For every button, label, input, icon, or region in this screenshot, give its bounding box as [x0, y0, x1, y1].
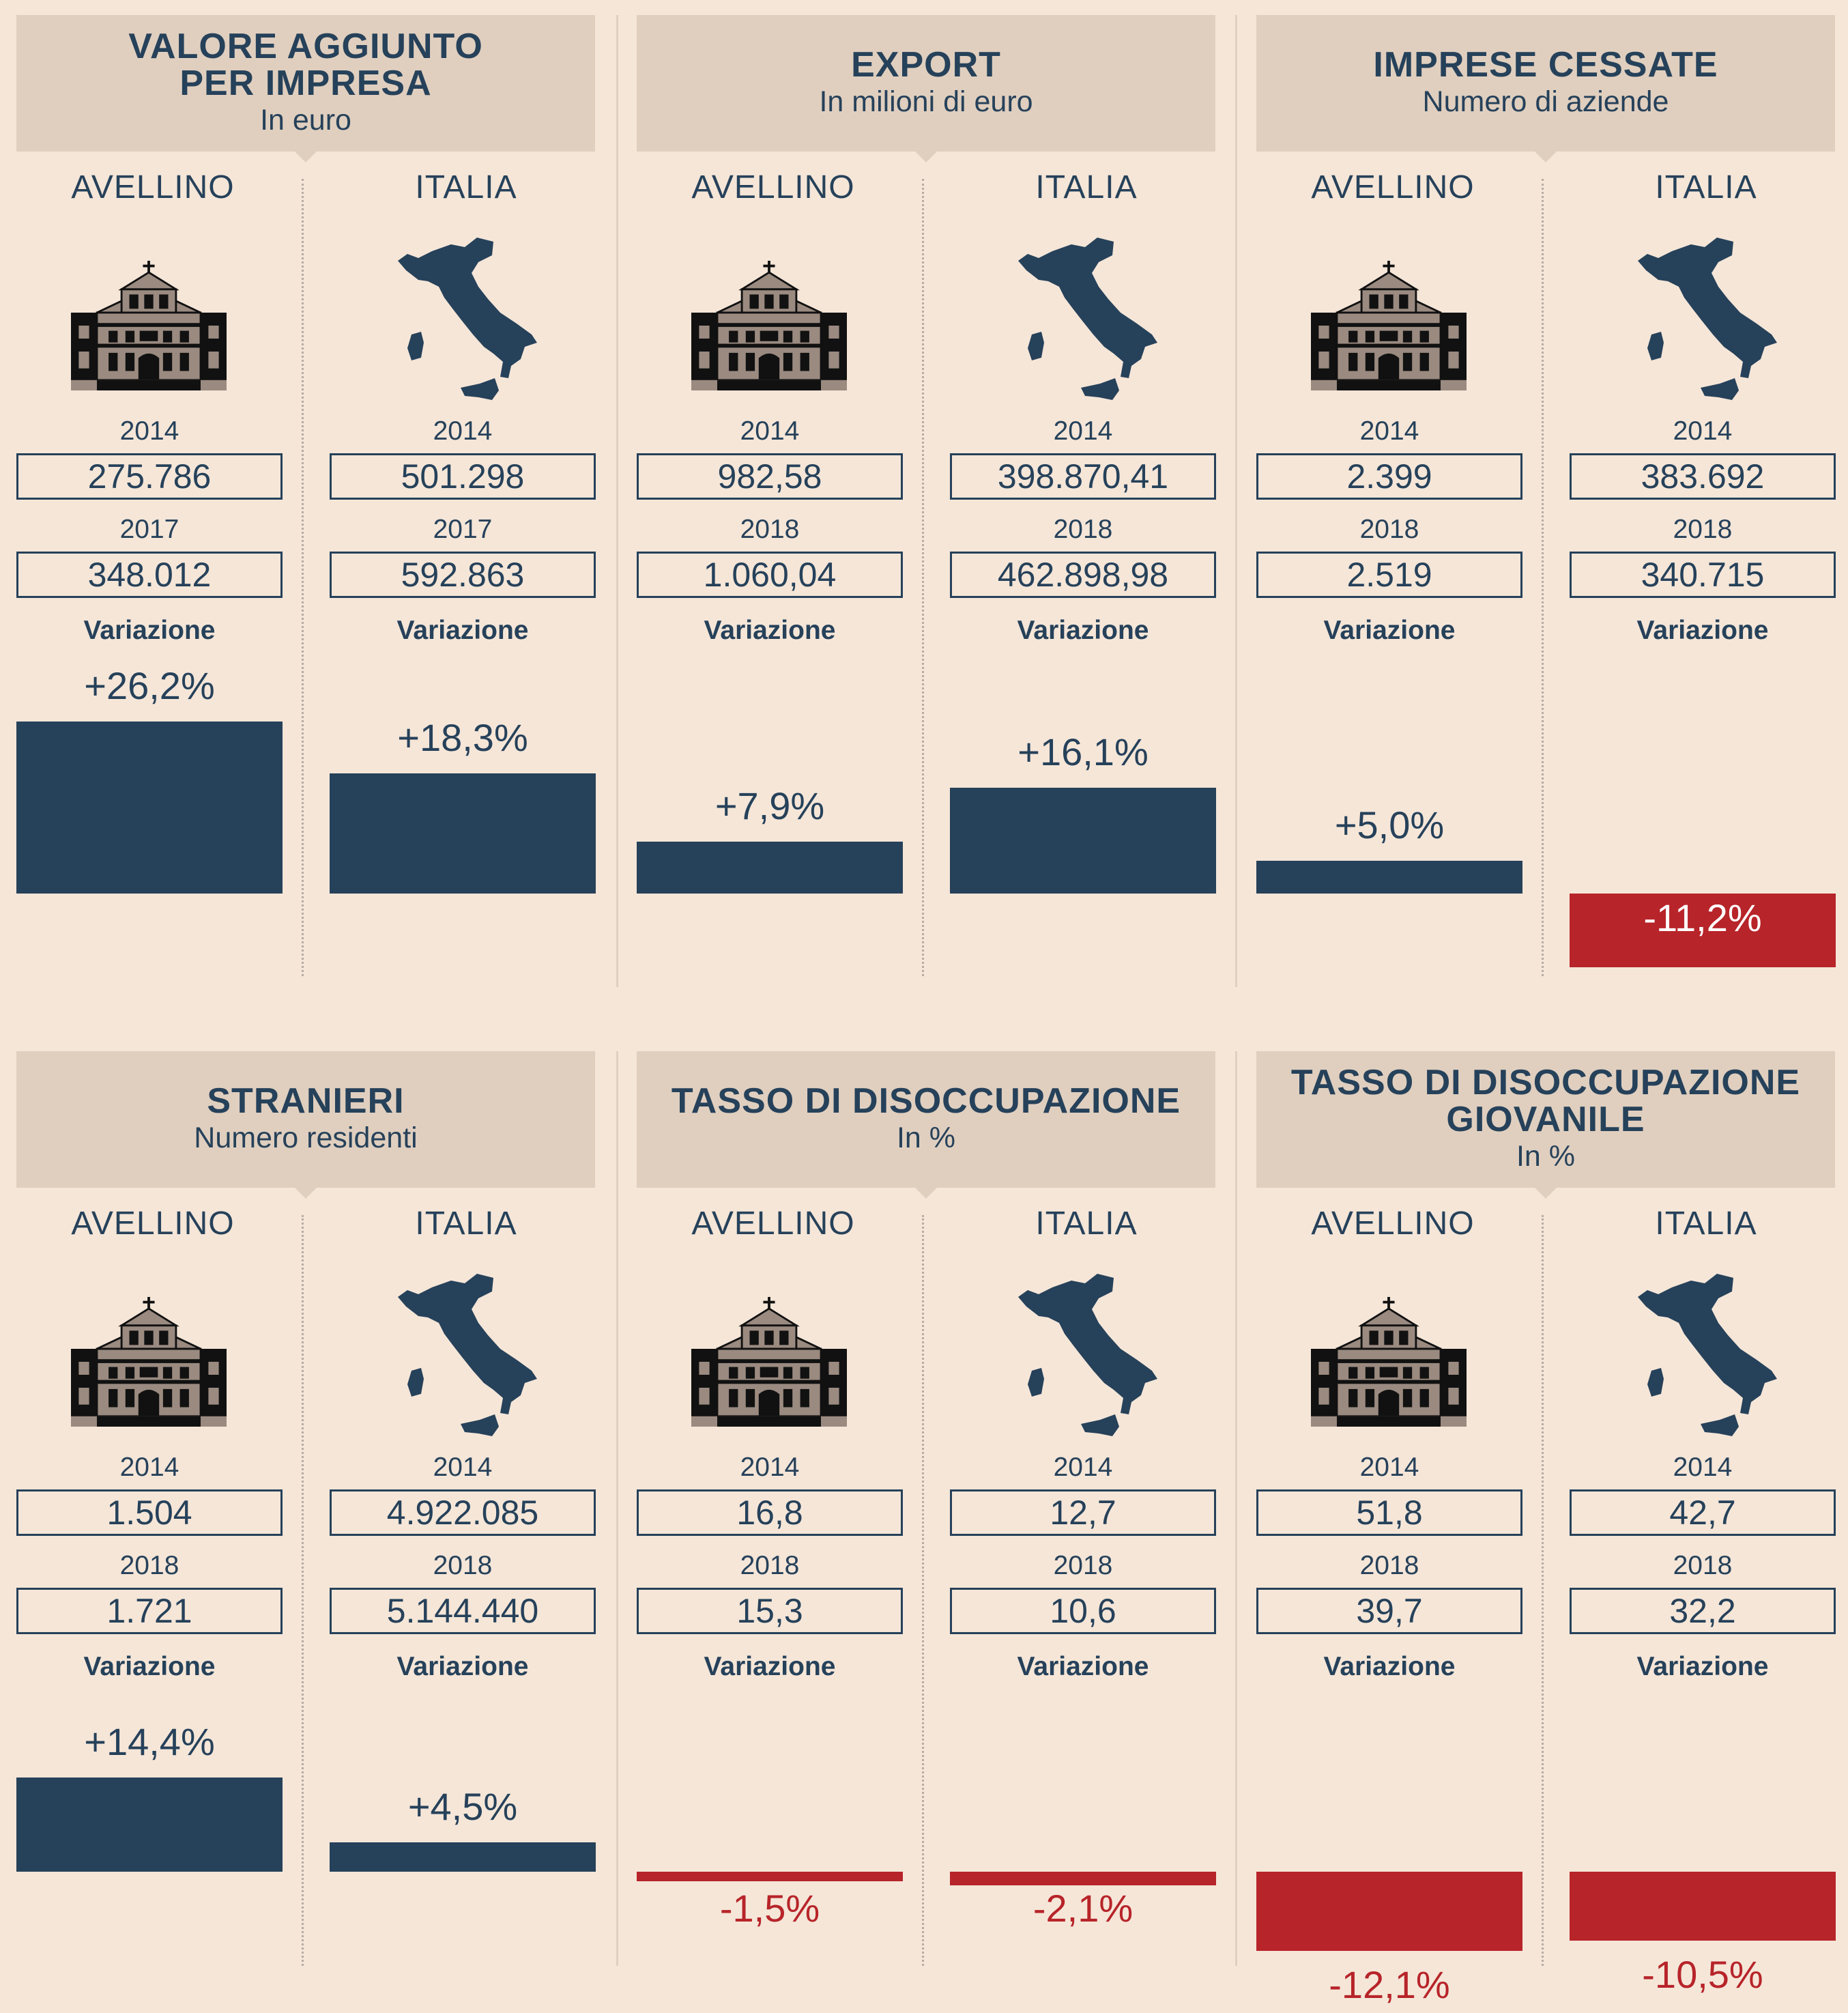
chart-title: STRANIERI: [207, 1081, 405, 1121]
variation-value: +5,0%: [1334, 803, 1445, 846]
value-start: 275.786: [16, 453, 283, 500]
value-end: 592.863: [330, 552, 596, 598]
value-start: 2.399: [1256, 453, 1522, 500]
variation-bar: [950, 1872, 1216, 1885]
value-start: 12,7: [950, 1489, 1216, 1536]
year-label-start: 2014: [1359, 1453, 1419, 1482]
year-label-start: 2014: [1053, 1453, 1113, 1482]
value-start: 383.692: [1570, 453, 1836, 500]
year-label-start: 2014: [1359, 416, 1419, 446]
variation-value: +18,3%: [397, 716, 528, 760]
region-label: ITALIA: [415, 169, 517, 205]
cathedral-icon: [1311, 1297, 1467, 1427]
value-end: 32,2: [1570, 1588, 1836, 1634]
region-label: AVELLINO: [691, 169, 855, 205]
italy-map-icon: [1011, 232, 1161, 403]
chart-subtitle: In euro: [260, 104, 351, 137]
value-start: 501.298: [330, 453, 596, 500]
cathedral-icon: [691, 261, 847, 390]
variation-value: -12,1%: [1329, 1963, 1450, 2007]
year-label-start: 2014: [119, 1453, 179, 1482]
cathedral-icon: [691, 1297, 847, 1427]
column-divider: [922, 1215, 924, 1966]
year-label-end: 2018: [1673, 1551, 1733, 1580]
variation-label: Variazione: [1323, 1652, 1456, 1681]
panel-header: [16, 1051, 595, 1188]
region-label: ITALIA: [1655, 1205, 1757, 1242]
chart-title: TASSO DI DISOCCUPAZIONE GIOVANILE: [1290, 1063, 1801, 1139]
panel-separator: [1235, 15, 1237, 987]
variation-label: Variazione: [1017, 616, 1149, 645]
value-end: 2.519: [1256, 552, 1522, 598]
value-start: 1.504: [16, 1489, 283, 1536]
variation-label: Variazione: [1636, 616, 1769, 645]
year-label-start: 2014: [740, 1453, 800, 1482]
region-label: ITALIA: [415, 1205, 517, 1242]
year-label-end: 2018: [740, 515, 800, 544]
year-label-start: 2014: [740, 416, 800, 446]
chart-title: TASSO DI DISOCCUPAZIONE: [671, 1081, 1181, 1121]
value-end: 10,6: [950, 1588, 1216, 1634]
year-label-end: 2018: [1053, 1551, 1113, 1580]
year-label-end: 2018: [119, 1551, 179, 1580]
region-label: AVELLINO: [71, 169, 235, 205]
region-label: ITALIA: [1035, 169, 1138, 205]
year-label-end: 2018: [740, 1551, 800, 1580]
value-end: 462.898,98: [950, 552, 1216, 598]
panel-separator: [616, 1051, 618, 1966]
variation-label: Variazione: [704, 616, 836, 645]
column-divider: [1542, 1215, 1544, 1966]
chart-subtitle: Numero residenti: [194, 1122, 418, 1154]
region-label: ITALIA: [1035, 1205, 1138, 1242]
chart-subtitle: In %: [1516, 1140, 1576, 1173]
value-end: 5.144.440: [330, 1588, 596, 1634]
variation-value: +4,5%: [407, 1784, 518, 1828]
panel-separator: [616, 15, 618, 987]
italy-map-icon: [391, 232, 541, 403]
year-label-end: 2017: [433, 515, 493, 544]
column-divider: [302, 1215, 304, 1966]
variation-label: Variazione: [704, 1652, 836, 1681]
value-end: 39,7: [1256, 1588, 1522, 1634]
variation-value: -1,5%: [719, 1887, 820, 1930]
variation-value: -2,1%: [1033, 1887, 1134, 1930]
variation-bar: [950, 788, 1216, 894]
year-label-end: 2018: [1359, 515, 1419, 544]
value-start: 51,8: [1256, 1489, 1522, 1536]
column-divider: [302, 179, 304, 976]
value-start: 982,58: [637, 453, 903, 500]
variation-label: Variazione: [396, 1652, 529, 1681]
column-divider: [1542, 179, 1544, 976]
italy-map-icon: [1631, 1268, 1781, 1439]
cathedral-icon: [71, 1297, 227, 1427]
panel-separator: [1235, 1051, 1237, 1966]
value-end: 340.715: [1570, 552, 1836, 598]
year-label-start: 2014: [1053, 416, 1113, 446]
value-end: 15,3: [637, 1588, 903, 1634]
year-label-end: 2018: [1673, 515, 1733, 544]
variation-label: Variazione: [1323, 616, 1456, 645]
variation-bar: [330, 773, 596, 894]
region-label: AVELLINO: [71, 1205, 235, 1242]
chart-title: IMPRESE CESSATE: [1373, 45, 1718, 85]
value-end: 1.060,04: [637, 552, 903, 598]
value-start: 16,8: [637, 1489, 903, 1536]
year-label-start: 2014: [119, 416, 179, 446]
year-label-end: 2018: [1359, 1551, 1419, 1580]
variation-label: Variazione: [83, 1652, 216, 1681]
italy-map-icon: [391, 1268, 541, 1439]
column-divider: [922, 179, 924, 976]
chart-subtitle: In %: [896, 1122, 956, 1154]
variation-value: +16,1%: [1017, 730, 1149, 774]
value-end: 1.721: [16, 1588, 283, 1634]
panel-header: [637, 1051, 1215, 1188]
variation-bar: [330, 1842, 596, 1872]
year-label-start: 2014: [433, 1453, 493, 1482]
region-label: AVELLINO: [1311, 169, 1475, 205]
year-label-start: 2014: [1673, 416, 1733, 446]
panel-header: [1256, 15, 1835, 152]
panel-header: [637, 15, 1215, 152]
variation-bar: [16, 1778, 283, 1872]
variation-value: +26,2%: [84, 664, 215, 708]
variation-label: Variazione: [396, 616, 529, 645]
value-start: 398.870,41: [950, 453, 1216, 500]
variation-bar: [1570, 1872, 1836, 1941]
cathedral-icon: [1311, 261, 1467, 390]
value-end: 348.012: [16, 552, 283, 598]
variation-bar: [637, 842, 903, 894]
region-label: ITALIA: [1655, 169, 1757, 205]
chart-title: EXPORT: [851, 45, 1001, 85]
chart-title: VALORE AGGIUNTO PER IMPRESA: [128, 27, 483, 103]
panel-header: [16, 15, 595, 152]
variation-bar: [1256, 861, 1522, 894]
value-start: 42,7: [1570, 1489, 1836, 1536]
panel-header: [1256, 1051, 1835, 1188]
year-label-start: 2014: [433, 416, 493, 446]
variation-bar: [16, 722, 283, 894]
chart-subtitle: Numero di aziende: [1422, 85, 1669, 118]
chart-subtitle: In milioni di euro: [819, 85, 1033, 118]
variation-value: -10,5%: [1642, 1952, 1763, 1996]
year-label-end: 2018: [433, 1551, 493, 1580]
variation-label: Variazione: [1017, 1652, 1149, 1681]
cathedral-icon: [71, 261, 227, 390]
variation-label: Variazione: [1636, 1652, 1769, 1681]
value-start: 4.922.085: [330, 1489, 596, 1536]
region-label: AVELLINO: [691, 1205, 855, 1242]
italy-map-icon: [1011, 1268, 1161, 1439]
year-label-end: 2017: [119, 515, 179, 544]
variation-value: +14,4%: [84, 1719, 215, 1763]
year-label-end: 2018: [1053, 515, 1113, 544]
variation-value: -11,2%: [1643, 896, 1762, 939]
region-label: AVELLINO: [1311, 1205, 1475, 1242]
italy-map-icon: [1631, 232, 1781, 403]
variation-label: Variazione: [83, 616, 216, 645]
variation-value: +7,9%: [714, 784, 825, 828]
variation-bar: [1256, 1872, 1522, 1951]
year-label-start: 2014: [1673, 1453, 1733, 1482]
variation-bar: [637, 1872, 903, 1881]
